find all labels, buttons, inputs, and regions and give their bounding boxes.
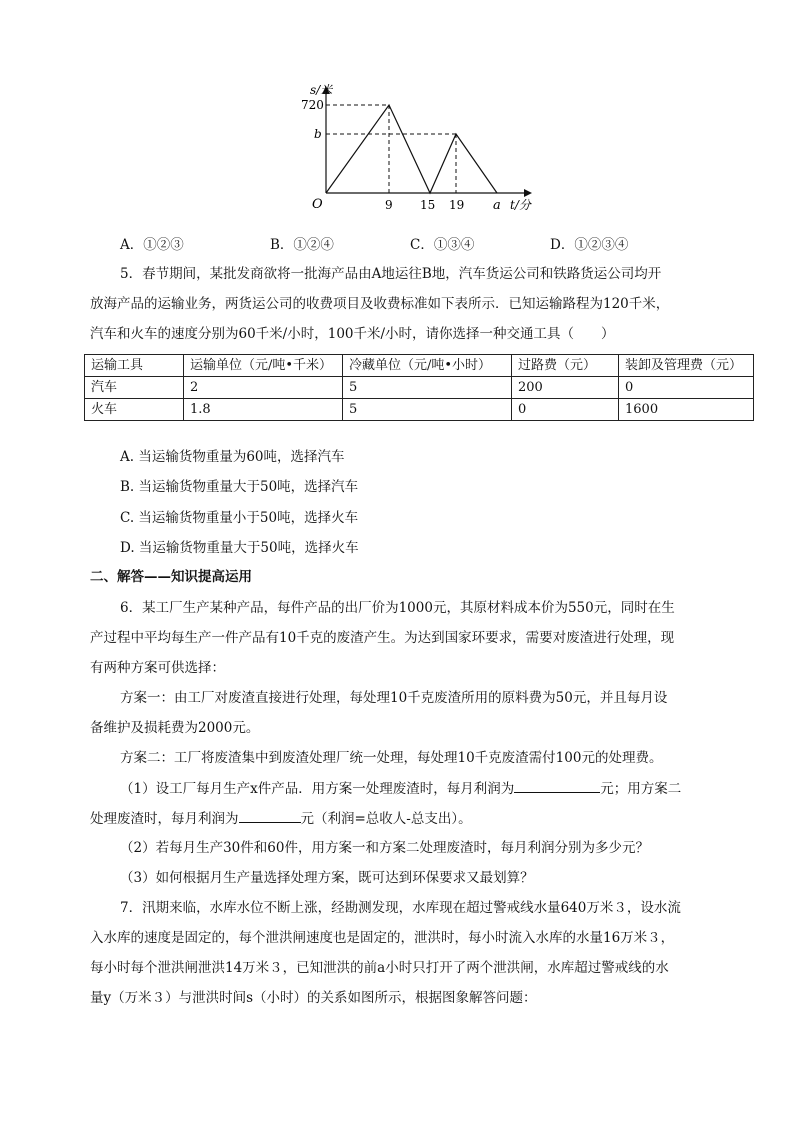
q4-option-b[interactable]: B．①②④	[270, 237, 334, 253]
figure-svg	[296, 76, 546, 216]
q6-sub1-text-a: （1）设工厂每月生产x件产品．用方案一处理废渣时，每月利润为	[120, 781, 515, 797]
q6-sub3: （3）如何根据月生产量选择处理方案，既可达到环保要求又最划算？	[120, 870, 534, 886]
q4-option-c[interactable]: C．①③④	[410, 237, 475, 253]
q6-sub2: （2）若每月生产30件和60件，用方案一和方案二处理废渣时，每月利润分别为多少元？	[120, 840, 649, 856]
q6-line3: 有两种方案可供选择：	[90, 660, 225, 676]
freight-cost-table	[84, 354, 754, 421]
q6-answer-blank-1[interactable]	[514, 778, 600, 793]
table-header-cell: 运输单位（元/吨•千米）	[184, 355, 343, 377]
q5-option-b[interactable]: B. 当运输货物重量大于50吨，选择汽车	[120, 479, 359, 495]
q6-sub1-text-b: 元；用方案二	[600, 781, 682, 797]
q6-plan1-line1: 方案一：由工厂对废渣直接进行处理，每处理10千克废渣所用的原料费为50元，并且每月设	[120, 690, 668, 706]
table-header-row	[85, 355, 754, 377]
table-cell: 1.8	[184, 399, 343, 421]
origin-label: O	[312, 197, 323, 212]
q6-sub1-text-d: 元（利润=总收人-总支出）。	[300, 811, 472, 827]
table-row	[85, 399, 754, 421]
q6-sub1-line1	[120, 778, 750, 799]
x-tick-19: 19	[449, 198, 465, 212]
table-cell: 1600	[619, 399, 754, 421]
y-axis-label: s/米	[310, 83, 333, 97]
table-cell: 0	[619, 377, 754, 399]
q6-sub1-line2	[90, 808, 720, 829]
q5-stem-line2: 放海产品的运输业务，两货运公司的收费项目及收费标准如下表所示．已知运输路程为120千米，	[90, 296, 670, 312]
q6-plan1-line2: 备维护及损耗费为2000元。	[90, 720, 260, 736]
x-tick-15: 15	[420, 198, 436, 212]
distance-graph-line	[326, 105, 497, 193]
distance-time-figure	[296, 76, 546, 216]
x-tick-9: 9	[385, 198, 393, 212]
q7-line3: 每小时每个泄洪闸泄洪14万米３，已知泄洪的前a小时只打开了两个泄洪闸，水库超过警戒线的水	[90, 960, 669, 976]
table-cell: 5	[343, 377, 512, 399]
table-header-cell: 冷藏单位（元/吨•小时）	[343, 355, 512, 377]
table-cell: 5	[343, 399, 512, 421]
table-header-cell: 运输工具	[85, 355, 184, 377]
y-tick-b: b	[314, 127, 322, 141]
q6-line1: 6．某工厂生产某种产品，每件产品的出厂价为1000元，其原材料成本价为550元，同时在生	[120, 600, 675, 616]
section-title: 二、解答——知识提高运用	[90, 569, 252, 585]
q4-option-a[interactable]: A．①②③	[120, 237, 184, 253]
q4-option-d[interactable]: D．①②③④	[550, 237, 629, 253]
q5-option-d[interactable]: D. 当运输货物重量大于50吨，选择火车	[120, 540, 359, 556]
q7-line1: 7．汛期来临，水库水位不断上涨，经勘测发现，水库现在超过警戒线水量640万米３，设水流	[120, 900, 681, 916]
y-tick-720: 720	[301, 98, 324, 112]
q4-options	[120, 233, 680, 253]
q5-option-c[interactable]: C. 当运输货物重量小于50吨，选择火车	[120, 510, 359, 526]
x-axis-label: t/分	[510, 198, 531, 212]
table-row	[85, 377, 754, 399]
q6-sub1-text-c: 处理废渣时，每月利润为	[90, 811, 239, 827]
q5-stem-line1: 5．春节期间，某批发商欲将一批海产品由A地运往B地，汽车货运公司和铁路货运公司均开	[120, 266, 662, 282]
q6-answer-blank-2[interactable]	[239, 808, 301, 823]
table-header-cell: 过路费（元）	[512, 355, 619, 377]
q6-line2: 产过程中平均每生产一件产品有10千克的废渣产生。为达到国家环要求，需要对废渣进行处理，现	[90, 630, 675, 646]
table-cell: 汽车	[85, 377, 184, 399]
q7-line4: 量y（万米３）与泄洪时间s（小时）的关系如图所示，根据图象解答问题：	[90, 990, 537, 1006]
q5-option-a[interactable]: A. 当运输货物重量为60吨，选择汽车	[120, 449, 345, 465]
table-cell: 火车	[85, 399, 184, 421]
q7-line2: 入水库的速度是固定的，每个泄洪闸速度也是固定的，泄洪时，每小时流入水库的水量16万米３，	[90, 930, 675, 946]
table-cell: 2	[184, 377, 343, 399]
q6-plan2: 方案二：工厂将废渣集中到废渣处理厂统一处理，每处理10千克废渣需付100元的处理费。	[120, 750, 663, 766]
x-tick-a: a	[493, 198, 501, 213]
table-header-cell: 装卸及管理费（元）	[619, 355, 754, 377]
table-cell: 0	[512, 399, 619, 421]
q5-stem-line3: 汽车和火车的速度分别为60千米/小时，100千米/小时，请你选择一种交通工具（ ）	[90, 326, 615, 342]
table-cell: 200	[512, 377, 619, 399]
x-axis-arrow	[524, 189, 532, 197]
